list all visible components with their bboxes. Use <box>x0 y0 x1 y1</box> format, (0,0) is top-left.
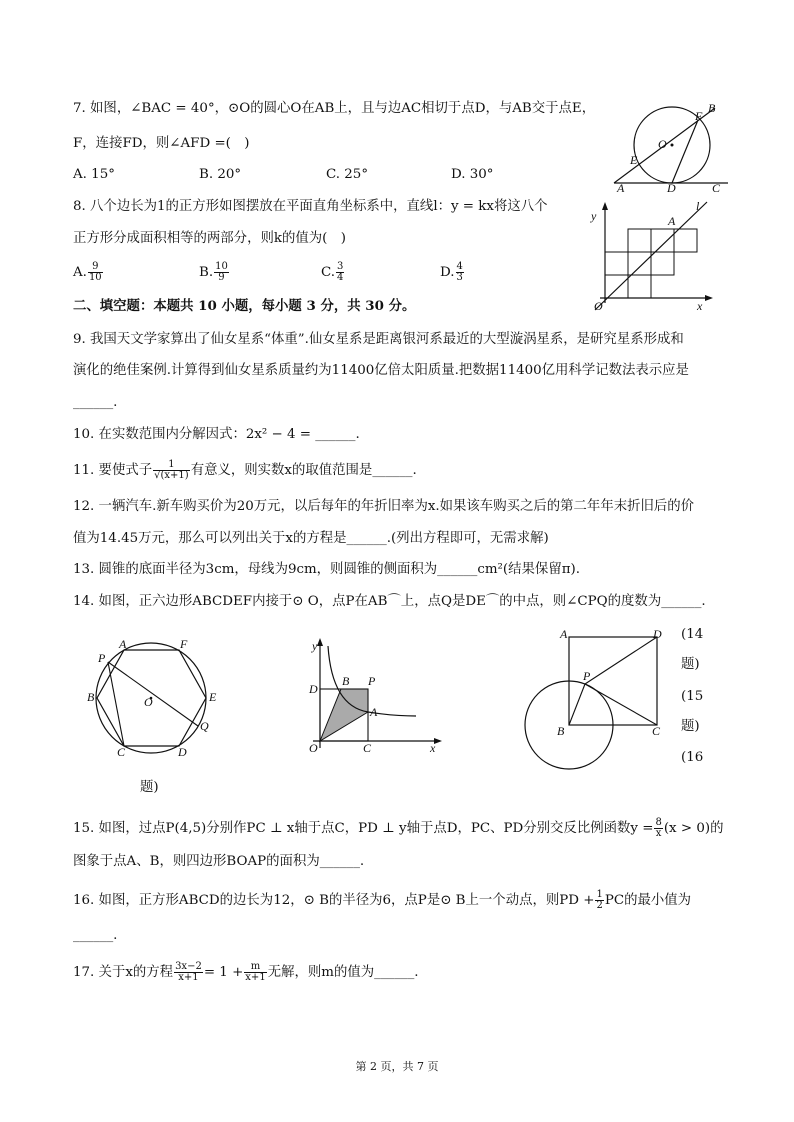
q15-figure <box>308 636 448 756</box>
q14-label-c: C <box>117 745 126 759</box>
caption-14-b: 题) <box>681 657 700 672</box>
q14-label-a: A <box>119 637 127 651</box>
section-2-heading: 二、填空题：本题共 10 小题，每小题 3 分，共 30 分。 <box>73 298 416 314</box>
q15-label-x: x <box>430 741 436 755</box>
q15-label-a: A <box>370 705 378 719</box>
q9-line3: ______. <box>73 395 118 410</box>
q16-label-p: P <box>583 669 591 683</box>
caption-15-b: 题) <box>681 719 700 734</box>
q8-option-b: B. $\frac{10}{9}$ <box>199 261 228 283</box>
q8-line1: 8. 八个边长为1的正方形如图摆放在平面直角坐标系中，直线l：y = kx将这八个 <box>73 199 548 214</box>
q12-line2: 值为14.45万元，那么可以列出关于x的方程是______.(列出方程即可，无需求解) <box>73 531 549 546</box>
q16-label-c: C <box>652 724 661 738</box>
q8-figure <box>575 198 725 313</box>
q8-label-o: O <box>594 299 603 313</box>
q14-label-e: E <box>209 690 217 704</box>
q8-label-x: x <box>697 299 703 313</box>
q14-label-d: D <box>178 745 187 759</box>
q16-label-b: B <box>557 724 565 738</box>
q15-label-c: C <box>363 741 372 755</box>
q10: 10. 在实数范围内分解因式：2x² − 4 = ______. <box>73 427 360 442</box>
q15-line2: 图象于点A、B，则四边形BOAP的面积为______. <box>73 854 365 869</box>
q7-figure <box>600 100 730 195</box>
q7-option-c: C. 25° <box>326 167 369 182</box>
caption-16-b: 题) <box>140 780 159 795</box>
q11: 11. 要使式子 $\frac{1}{√(x+1)}$ 有意义，则实数x的取值范围是______. <box>73 459 417 481</box>
q7-line1: 7. 如图，∠BAC = 40°，⊙O的圆心O在AB上，且与边AC相切于点D，与AB交于点E， <box>73 101 596 116</box>
q7-option-d: D. 30° <box>451 167 494 182</box>
q7-option-a: A. 15° <box>73 167 115 182</box>
q15-label-y: y <box>312 639 318 653</box>
q9-line1: 9. 我国天文学家算出了仙女星系“体重”.仙女星系是距离银河系最近的大型漩涡星系，是研究星系形成和 <box>73 332 684 347</box>
q15-label-p: P <box>368 674 376 688</box>
q8-option-a: A. $\frac{9}{10}$ <box>73 261 102 283</box>
q8-option-c: C. $\frac{3}{4}$ <box>321 261 344 283</box>
caption-14-a: (14 <box>681 627 704 642</box>
q14-label-o: O <box>144 695 153 709</box>
q14-label-q: Q <box>200 719 209 733</box>
q16-figure <box>525 628 670 758</box>
q15-label-d: D <box>309 682 318 696</box>
q17: 17. 关于x的方程 $\frac{3x-2}{x+1}$ = 1 + $\frac{m}{x+1}$ 无解，则m的值为______. <box>73 961 419 983</box>
q15-label-b: B <box>342 674 350 688</box>
q8-label-y: y <box>591 209 597 223</box>
q7-label-b: B <box>708 101 716 115</box>
q7-label-a: A <box>617 181 625 195</box>
q8-label-l: l <box>696 199 700 213</box>
q8-option-d: D. $\frac{4}{3}$ <box>440 261 463 283</box>
q14-label-b: B <box>87 690 95 704</box>
q14-label-f: F <box>180 637 188 651</box>
q9-line2: 演化的绝佳案例.计算得到仙女星系质量约为11400亿倍太阳质量.把数据11400亿用科学记数法表示应是 <box>73 363 689 378</box>
q14-label-p: P <box>98 651 106 665</box>
q7-label-e: E <box>630 153 638 167</box>
q7-label-o: O <box>658 137 667 151</box>
q8-label-a: A <box>668 214 676 228</box>
q16-label-d: D <box>653 627 662 641</box>
q7-label-f: F <box>695 109 703 123</box>
q13: 13. 圆锥的底面半径为3cm，母线为9cm，则圆锥的侧面积为______cm²(结果保留π). <box>73 562 580 577</box>
q15-line1: 15. 如图，过点P(4,5)分别作PC ⊥ x轴于点C，PD ⊥ y轴于点D，PC、PD分别交反比例函数y = $\frac{8}{x}$ (x > 0)的 <box>73 817 724 839</box>
q12-line1: 12. 一辆汽车.新车购买价为20万元，以后每年的年折旧率为x.如果该车购买之后的第二年年末折旧后的价 <box>73 499 695 514</box>
caption-15-a: (15 <box>681 689 704 704</box>
q7-label-c: C <box>712 181 721 195</box>
q16-line2: ______. <box>73 928 118 943</box>
q16-line1: 16. 如图，正方形ABCD的边长为12，⊙ B的半径为6，点P是⊙ B上一个动点，则PD + $\frac{1}{2}$ PC的最小值为 <box>73 889 692 911</box>
q16-label-a: A <box>560 627 568 641</box>
q15-label-o: O <box>309 741 318 755</box>
q14-figure <box>88 638 223 758</box>
q7-option-b: B. 20° <box>199 167 242 182</box>
caption-16-a: (16 <box>681 750 704 765</box>
q7-label-d: D <box>667 181 676 195</box>
q14: 14. 如图，正六边形ABCDEF内接于⊙ O，点P在AB⌒上，点Q是DE⌒的中点，则∠CPQ的度数为______. <box>73 594 706 609</box>
page-footer: 第 2 页，共 7 页 <box>355 1060 439 1073</box>
q8-line2: 正方形分成面积相等的两部分，则k的值为( ) <box>73 231 346 246</box>
q7-line2: F，连接FD，则∠AFD =( ) <box>73 136 250 151</box>
